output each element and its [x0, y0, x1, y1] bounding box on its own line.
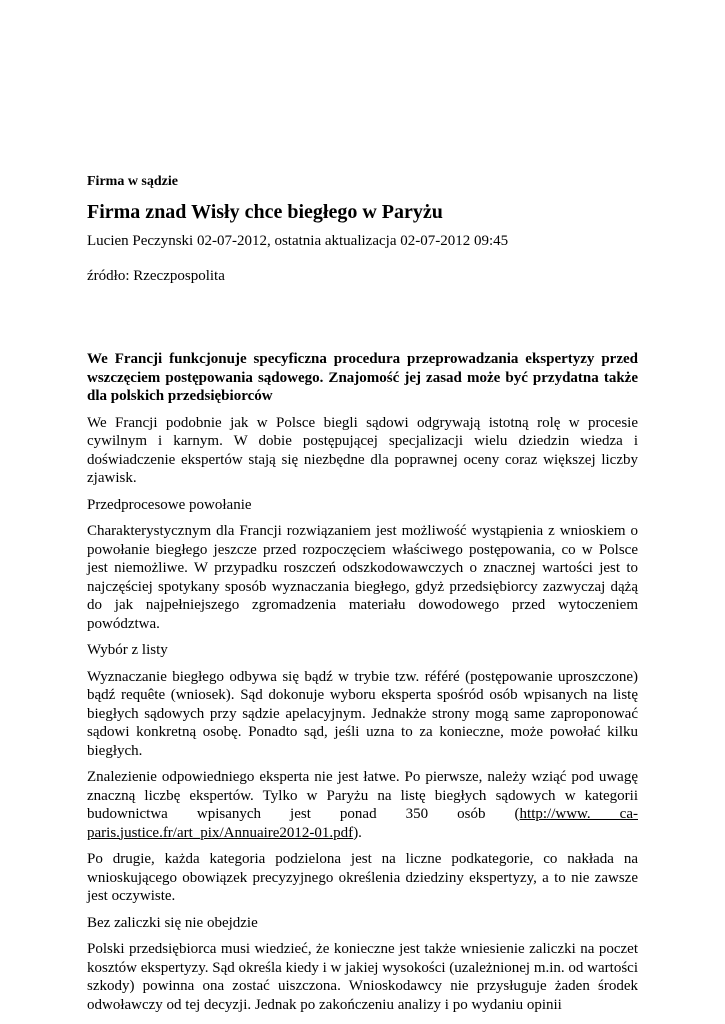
article [87, 173, 638, 1014]
paragraph-2: Charakterystycznym dla Francji rozwiązaniem jest możliwość wystąpienia z wnioskiem o powołanie biegłego jeszcze przed rozpoczęciem właściwego postępowania, co w Polsce jest niemożliwe. W przypadku roszczeń odszkodowawczych o znacznej wartości jest to najczęściej spotykany sposób wyznaczania biegłego, gdyż przedsiębiorcy zazwyczaj dążą do jak najpełniejszego zgromadzenia materiału dowodowego przed wytoczeniem powództwa. [87, 523, 638, 632]
paragraph-1: We Francji podobnie jak w Polsce biegli sądowi odgrywają istotną rolę w procesie cywilnym i karnym. W dobie postępującej specjalizacji wielu dziedzin wiedza i doświadczenie ekspertów stają się niezbędne dla poprawnej oceny coraz większej liczby zjawisk. [87, 414, 638, 486]
paragraph-4-text: Znalezienie odpowiedniego eksperta nie jest łatwe. Po pierwsze, należy wziąć pod uwagę znaczną liczbę ekspertów. Tylko w Paryżu na listę biegłych sądowych w kategorii budownictwa wpisanych jest ponad 350 osób ( [87, 769, 638, 822]
section-label: Firma w sądzie [87, 174, 178, 189]
paragraph-6: Polski przedsiębiorca musi wiedzieć, że konieczne jest także wniesienie zaliczki na poczet kosztów ekspertyzy. Sąd określa kiedy i w jakiej wysokości (uzależnionej m.in. od wartości szkody) powinna ona zostać uiszczona. Wnioskodawcy nie przysługuje żaden środek odwoławczy od tej decyzji. Jednak po zakończeniu analizy i po wydaniu opinii [87, 941, 638, 1013]
paragraph-4-tail: ). [353, 824, 362, 841]
source-line: źródło: Rzeczpospolita [87, 268, 225, 284]
subheading-advance-payment: Bez zaliczki się nie obejdzie [87, 914, 258, 931]
lead-paragraph: We Francji funkcjonuje specyficzna procedura przeprowadzania ekspertyzy przed wszczęciem postępowania sądowego. Znajomość jej zasad może być przydatna także dla polskich przedsiębiorców [87, 351, 638, 404]
subheading-list-selection: Wybór z listy [87, 642, 168, 658]
subheading-pre-trial: Przedprocesowe powołanie [87, 496, 252, 513]
article-title: Firma znad Wisły chce biegłego w Paryżu [87, 201, 443, 223]
byline: Lucien Peczynski 02-07-2012, ostatnia aktualizacja 02-07-2012 09:45 [87, 233, 509, 249]
expert-list-link[interactable]: http://www. ca-paris.justice.fr/art_pix/Annuaire2012-01.pdf [87, 806, 638, 841]
paragraph-3: Wyznaczanie biegłego odbywa się bądź w trybie tzw. référé (postępowanie uproszczone) bądź requête (wniosek). Sąd dokonuje wyboru eksperta spośród osób wpisanych na listę biegłych sądowych przy sądzie apelacyjnym. Jednakże strony mogą same zaproponować sądowi konkretną osobę. Ponadto sąd, jeśli uzna to za konieczne, może powołać kilku biegłych. [87, 668, 638, 759]
paragraph-4 [87, 768, 638, 842]
paragraph-5: Po drugie, każda kategoria podzielona jest na liczne podkategorie, co nakłada na wnioskującego obowiązek precyzyjnego określenia dziedziny ekspertyzy, a to nie zawsze jest oczywiste. [87, 851, 638, 904]
